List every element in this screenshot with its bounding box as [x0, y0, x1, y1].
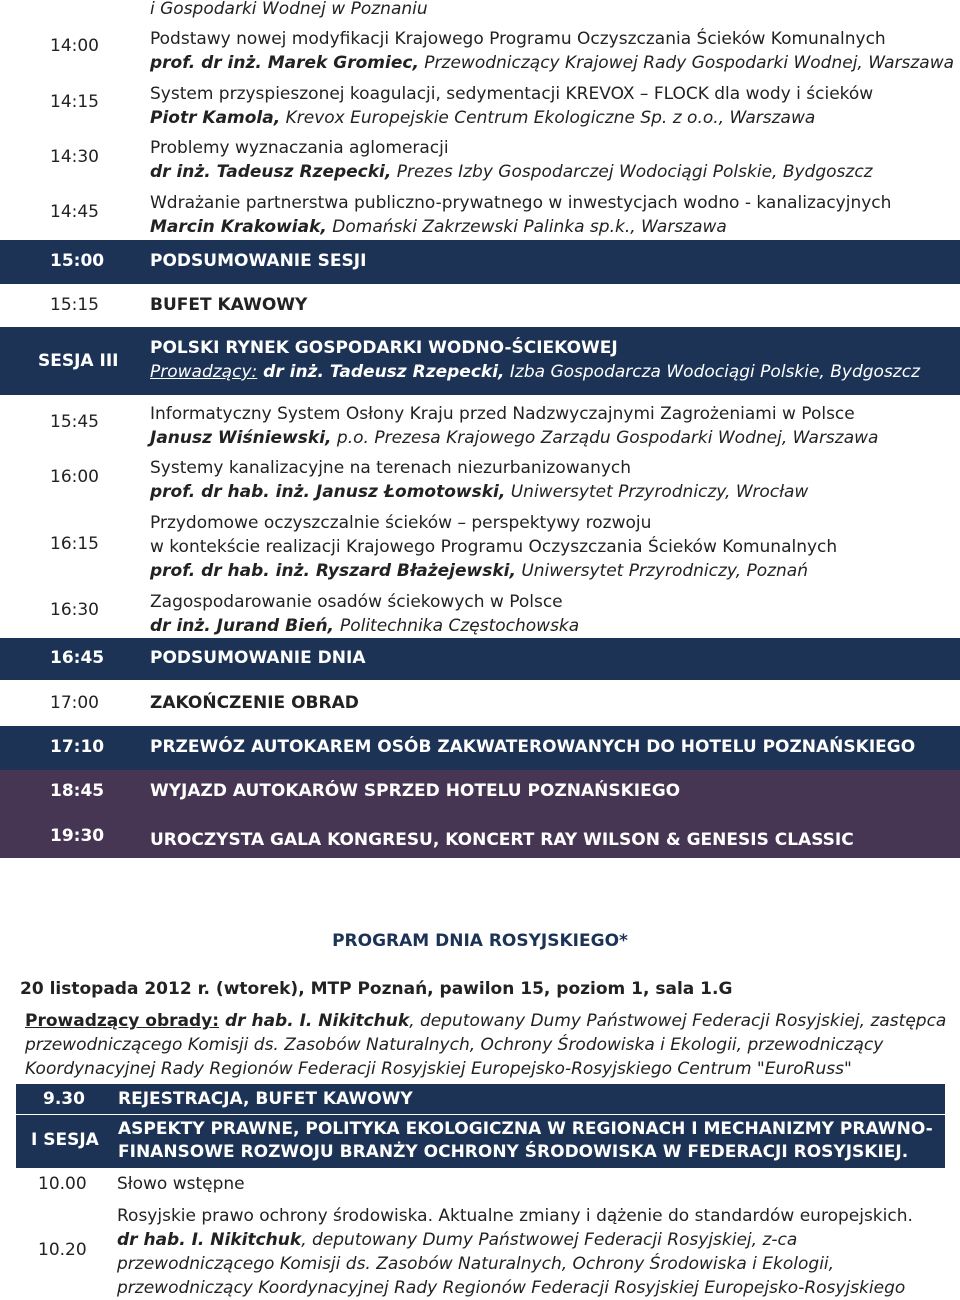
time-1515: 15:15	[50, 295, 99, 315]
band-label: REJESTRACJA, BUFET KAWOWY	[118, 1089, 413, 1109]
talk-speaker-line3: przewodniczącego Komisji ds. Zasobów Naturalnych, Ochrony Środowiska i Ekologii,	[117, 1254, 835, 1274]
talk-speaker-line4: przewodniczący Koordynacyjnej Rady Regionów Federacji Rosyjskiej Europejsko-Rosyjskiego	[117, 1278, 906, 1298]
speaker-name: Marcin Krakowiak,	[150, 217, 327, 237]
speaker-affiliation: p.o. Prezesa Krajowego Zarządu Gospodarki Wodnej, Warszawa	[331, 428, 879, 448]
talk-title: Rosyjskie prawo ochrony środowiska. Aktualne zmiany i dążenie do standardów europejskich.	[117, 1206, 913, 1226]
time-1630: 16:30	[50, 600, 99, 620]
chair-role: , deputowany Dumy Państwowej Federacji Rosyjskiej, zastępca	[409, 1011, 947, 1031]
band-time: 15:00	[50, 251, 105, 271]
moderator-label: Prowadzący:	[150, 362, 258, 382]
chair-name: dr hab. I. Nikitchuk	[219, 1011, 410, 1031]
session-title-line2: FINANSOWE ROZWOJU BRANŻY OCHRONY ŚRODOWISKA W FEDERACJI ROSYJSKIEJ.	[118, 1142, 909, 1162]
russian-date-line: 20 listopada 2012 r. (wtorek), MTP Poznań, pawilon 15, poziom 1, sala 1.G	[20, 979, 733, 999]
time-1700: 17:00	[50, 693, 99, 713]
speaker-affiliation: Uniwersytet Przyrodniczy, Poznań	[515, 561, 808, 581]
moderator-affiliation: Izba Gospodarcza Wodociągi Polskie, Bydgoszcz	[504, 362, 920, 382]
talk-speaker	[150, 160, 873, 184]
talk-speaker	[150, 106, 815, 130]
session-label: I SESJA	[31, 1130, 99, 1150]
band-russian-session	[16, 1084, 945, 1168]
band-divider	[16, 1114, 945, 1115]
chair-label: Prowadzący obrady:	[25, 1011, 220, 1031]
talk-title: Informatyczny System Osłony Kraju przed Nadzwyczajnymi Zagrożeniami w Polsce	[150, 404, 855, 424]
band-time-1930: 19:30	[50, 826, 105, 846]
speaker-name: prof. dr hab. inż. Ryszard Błażejewski,	[150, 561, 516, 581]
talk-title-line2: w kontekście realizacji Krajowego Programu Oczyszczania Ścieków Komunalnych	[150, 537, 838, 557]
time-1000: 10.00	[38, 1174, 87, 1194]
russian-day-heading: PROGRAM DNIA ROSYJSKIEGO*	[332, 931, 628, 951]
talk-speaker	[150, 426, 878, 450]
time-1545: 15:45	[50, 412, 99, 432]
talk-speaker	[150, 480, 808, 504]
band-label: PRZEWÓZ AUTOKAREM OSÓB ZAKWATEROWANYCH DO HOTELU POZNAŃSKIEGO	[150, 737, 916, 757]
talk-title: Zagospodarowanie osadów ściekowych w Polsce	[150, 592, 563, 612]
band-summary-session	[0, 240, 960, 284]
band-label: PODSUMOWANIE DNIA	[150, 648, 366, 668]
moderator-name: dr inż. Tadeusz Rzepecki,	[257, 362, 505, 382]
closing: ZAKOŃCZENIE OBRAD	[150, 693, 359, 713]
speaker-affiliation: Prezes Izby Gospodarczej Wodociągi Polskie, Bydgoszcz	[391, 162, 873, 182]
band-label: PODSUMOWANIE SESJI	[150, 251, 367, 271]
time-1415: 14:15	[50, 92, 99, 112]
speaker-name: prof. dr hab. inż. Janusz Łomotowski,	[150, 482, 506, 502]
speaker-affiliation: Uniwersytet Przyrodniczy, Wrocław	[505, 482, 809, 502]
talk-speaker	[150, 215, 727, 239]
time-1400: 14:00	[50, 36, 99, 56]
speaker-name: dr inż. Jurand Bień,	[150, 616, 340, 636]
band-label-1930: UROCZYSTA GALA KONGRESU, KONCERT RAY WILSON & GENESIS CLASSIC	[150, 830, 854, 850]
coffee-break: BUFET KAWOWY	[150, 295, 308, 315]
time-1445: 14:45	[50, 202, 99, 222]
speaker-affiliation: , deputowany Dumy Państwowej Federacji Rosyjskiej, z-ca	[301, 1230, 798, 1250]
speaker-name: prof. dr inż. Marek Gromiec,	[150, 53, 419, 73]
band-session-3	[0, 327, 960, 395]
time-1600: 16:00	[50, 467, 99, 487]
talk-title: Przydomowe oczyszczalnie ścieków – perspektywy rozwoju	[150, 513, 652, 533]
session-title: POLSKI RYNEK GOSPODARKI WODNO-ŚCIEKOWEJ	[150, 338, 618, 358]
talk-title: Podstawy nowej modyfikacji Krajowego Programu Oczyszczania Ścieków Komunalnych	[150, 29, 886, 49]
talk-title: Wdrażanie partnerstwa publiczno-prywatnego w inwestycjach wodno - kanalizacyjnych	[150, 193, 892, 213]
top-fragment: i Gospodarki Wodnej w Poznaniu	[150, 0, 428, 19]
chair-line-3: Koordynacyjnej Rady Regionów Federacji Rosyjskiej Europejsko-Rosyjskiego Centrum "EuroRuss"	[25, 1059, 852, 1079]
speaker-name: dr hab. I. Nikitchuk	[117, 1230, 302, 1250]
time-1020: 10.20	[38, 1240, 87, 1260]
talk-speaker	[150, 559, 808, 583]
chair-line	[25, 1009, 946, 1033]
session-label: SESJA III	[38, 351, 119, 371]
speaker-name: Piotr Kamola,	[150, 108, 281, 128]
band-time: 9.30	[43, 1089, 85, 1109]
chair-line-2: przewodniczącego Komisji ds. Zasobów Naturalnych, Ochrony Środowiska i Ekologii, przewodniczący	[25, 1035, 884, 1055]
band-summary-day	[0, 638, 960, 680]
session-moderator	[150, 362, 920, 382]
band-time: 17:10	[50, 737, 105, 757]
speaker-affiliation: Domański Zakrzewski Palinka sp.k., Warszawa	[326, 217, 727, 237]
band-time-1845: 18:45	[50, 781, 105, 801]
speaker-name: Janusz Wiśniewski,	[150, 428, 332, 448]
talk-title: Problemy wyznaczania aglomeracji	[150, 138, 449, 158]
speaker-affiliation: Przewodniczący Krajowej Rady Gospodarki Wodnej, Warszawa	[418, 53, 955, 73]
band-evening	[0, 770, 960, 858]
opening-words: Słowo wstępne	[117, 1174, 245, 1194]
speaker-affiliation: Politechnika Częstochowska	[339, 616, 580, 636]
speaker-affiliation: Krevox Europejskie Centrum Ekologiczne Sp. z o.o., Warszawa	[280, 108, 816, 128]
speaker-name: dr inż. Tadeusz Rzepecki,	[150, 162, 392, 182]
band-transport	[0, 726, 960, 770]
talk-speaker	[150, 51, 954, 75]
talk-speaker	[117, 1228, 797, 1252]
band-label-1845: WYJAZD AUTOKARÓW SPRZED HOTELU POZNAŃSKIEGO	[150, 781, 681, 801]
band-time: 16:45	[50, 648, 105, 668]
time-1615: 16:15	[50, 534, 99, 554]
session-title-line1: ASPEKTY PRAWNE, POLITYKA EKOLOGICZNA W REGIONACH I MECHANIZMY PRAWNO-	[118, 1119, 933, 1139]
talk-title: Systemy kanalizacyjne na terenach niezurbanizowanych	[150, 458, 632, 478]
time-1430: 14:30	[50, 147, 99, 167]
talk-title: System przyspieszonej koagulacji, sedymentacji KREVOX – FLOCK dla wody i ścieków	[150, 84, 874, 104]
talk-speaker	[150, 614, 579, 638]
